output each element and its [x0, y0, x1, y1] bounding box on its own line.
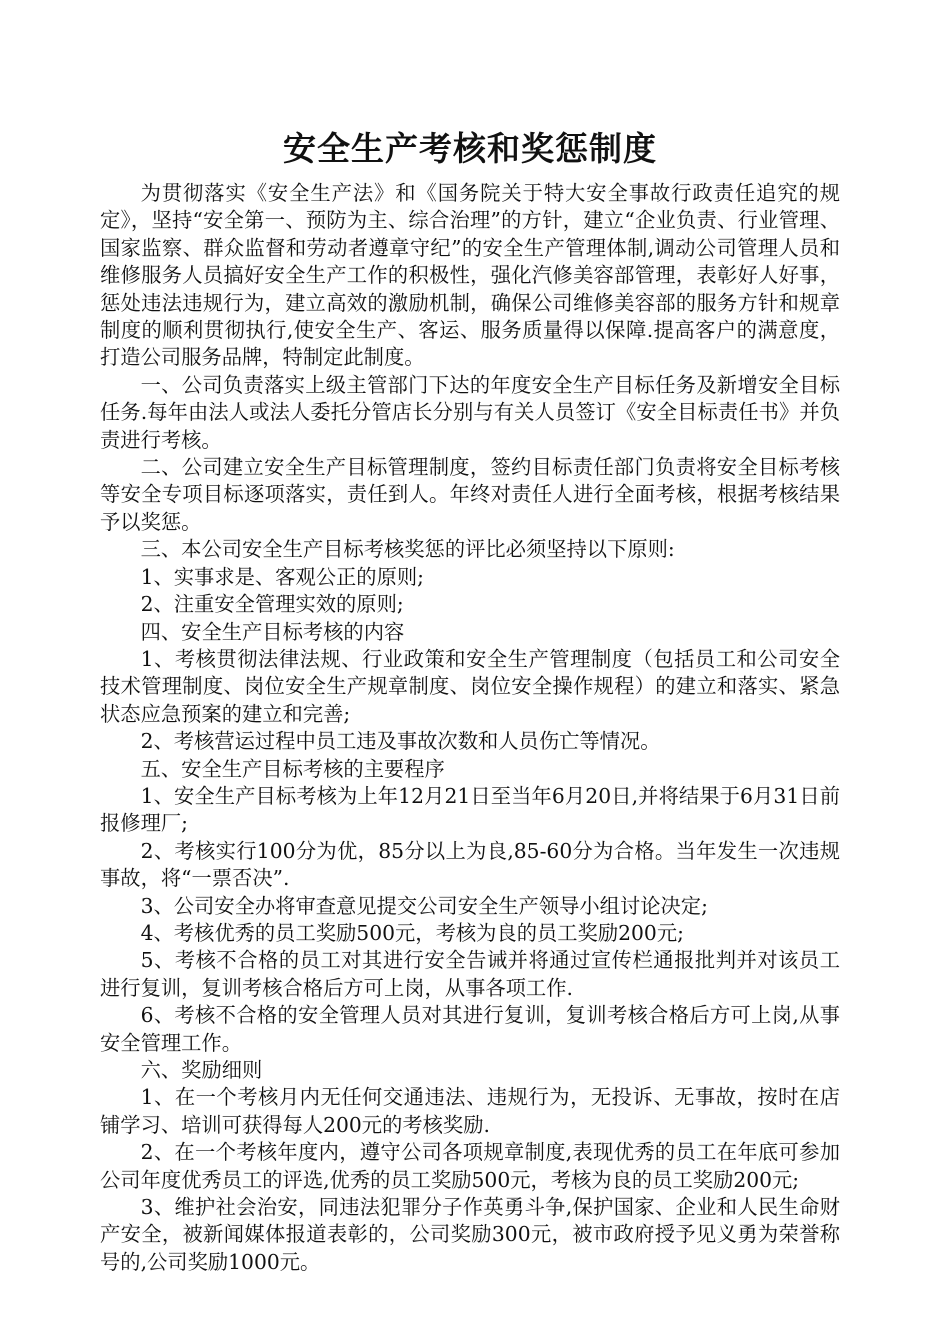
paragraph-section-5-heading: 五、安全生产目标考核的主要程序	[140, 756, 445, 781]
paragraph-reward-2: 2、在一个考核年度内，遵守公司各项规章制度,表现优秀的员工在年底可参加公司年度优秀员工的评选,优秀的员工奖励500元，考核为良的员工奖励200元;	[100, 1140, 840, 1192]
paragraph-procedure-5: 5、考核不合格的员工对其进行安全告诫并将通过宣传栏通报批判并对该员工进行复训，复训考核合格后方可上岗，从事各项工作.	[100, 948, 840, 1000]
document-page	[100, 124, 840, 1276]
paragraph-section-3-heading: 三、本公司安全生产目标考核奖惩的评比必须坚持以下原则:	[140, 537, 675, 562]
paragraph-intro: 为贯彻落实《安全生产法》和《国务院关于特大安全事故行政责任追究的规定》，坚持“安全第一、预防为主、综合治理”的方针，建立“企业负责、行业管理、国家监察、群众监督和劳动者遵章守纪”的安全生产管理体制,调动公司管理人员和维修服务人员搞好安全生产工作的积极性，强化汽修美容部管理，表彰好人好事，惩处违法违规行为，建立高效的激励机制，确保公司维修美容部的服务方针和规章制度的顺利贯彻执行,使安全生产、客运、服务质量得以保障.提高客户的满意度，打造公司服务品牌，特制定此制度。	[100, 181, 840, 370]
paragraph-principle-1: 1、实事求是、客观公正的原则;	[140, 564, 424, 589]
paragraph-procedure-3: 3、公司安全办将审查意见提交公司安全生产领导小组讨论决定;	[140, 893, 708, 918]
paragraph-section-1: 一、公司负责落实上级主管部门下达的年度安全生产目标任务及新增安全目标任务.每年由法人或法人委托分管店长分别与有关人员签订《安全目标责任书》并负责进行考核。	[100, 372, 840, 452]
paragraph-procedure-1: 1、安全生产目标考核为上年12月21日至当年6月20日,并将结果于6月31日前报修理厂;	[100, 783, 840, 836]
paragraph-reward-3: 3、维护社会治安，同违法犯罪分子作英勇斗争,保护国家、企业和人民生命财产安全，被新闻媒体报道表彰的，公司奖励300元，被市政府授予见义勇为荣誉称号的,公司奖励1000元。	[100, 1195, 840, 1274]
paragraph-section-4-heading: 四、安全生产目标考核的内容	[140, 619, 405, 644]
document-title: 安全生产考核和奖惩制度	[283, 129, 657, 168]
paragraph-procedure-4: 4、考核优秀的员工奖励500元，考核为良的员工奖励200元;	[140, 920, 684, 945]
paragraph-procedure-6: 6、考核不合格的安全管理人员对其进行复训，复训考核合格后方可上岗,从事安全管理工作。	[100, 1003, 840, 1055]
document-body	[100, 180, 840, 1276]
paragraph-content-1: 1、考核贯彻法律法规、行业政策和安全生产管理制度（包括员工和公司安全技术管理制度、岗位安全生产规章制度、岗位安全操作规程）的建立和落实、紧急状态应急预案的建立和完善;	[100, 646, 840, 726]
paragraph-procedure-2: 2、考核实行100分为优，85分以上为良,85-60分为合格。当年发生一次违规事故，将“一票否决”.	[100, 838, 840, 891]
paragraph-principle-2: 2、注重安全管理实效的原则;	[140, 592, 404, 617]
paragraph-content-2: 2、考核营运过程中员工违及事故次数和人员伤亡等情况。	[140, 729, 661, 754]
paragraph-reward-1: 1、在一个考核月内无任何交通违法、违规行为，无投诉、无事故，按时在店铺学习、培训可获得每人200元的考核奖励.	[100, 1085, 840, 1137]
paragraph-section-2: 二、公司建立安全生产目标管理制度，签约目标责任部门负责将安全目标考核等安全专项目标逐项落实，责任到人。年终对责任人进行全面考核，根据考核结果予以奖惩。	[100, 455, 840, 534]
paragraph-section-6-heading: 六、奖励细则	[140, 1058, 263, 1082]
